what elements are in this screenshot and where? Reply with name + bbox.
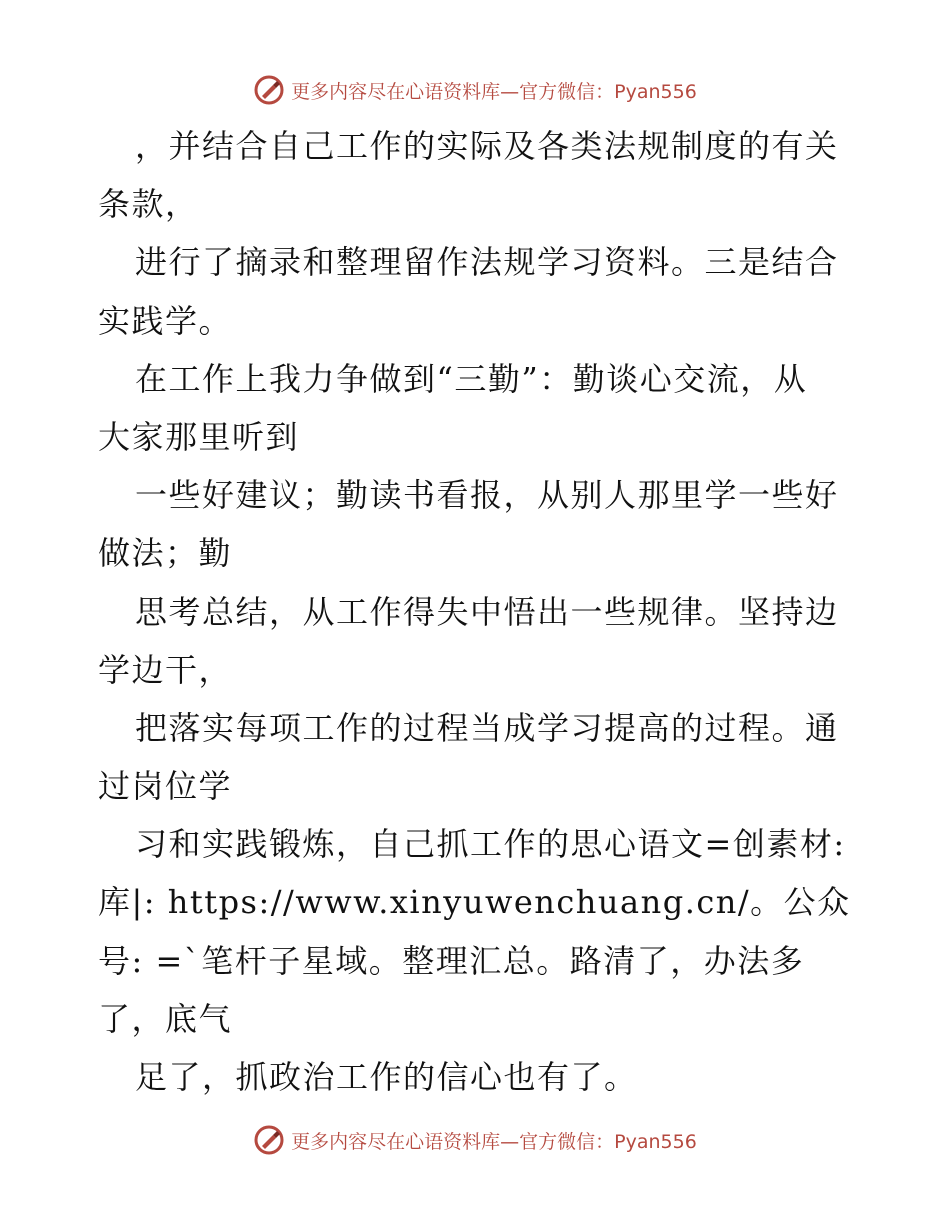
text-line: 号: =`笔杆子星域。整理汇总。路清了，办法多 bbox=[98, 941, 805, 980]
text-line: 了，底气 bbox=[98, 999, 233, 1038]
header-banner bbox=[0, 70, 950, 110]
text-line: 实践学。 bbox=[98, 301, 233, 340]
text-line: 学边干， bbox=[98, 650, 233, 689]
document-body bbox=[98, 117, 858, 1106]
logo-icon bbox=[253, 1124, 285, 1156]
text-line: 过岗位学 bbox=[98, 767, 233, 806]
text-line: 足了，抓政治工作的信心也有了。 bbox=[135, 1058, 638, 1096]
text-line: 把落实每项工作的过程当成学习提高的过程。通 bbox=[135, 708, 839, 747]
text-line: 条款， bbox=[98, 185, 199, 224]
header-banner-text: 更多内容尽在心语资料库—官方微信：Pyan556 bbox=[291, 80, 697, 103]
text-line: 库|: https://www.xinyuwenchuang.cn/。公众 bbox=[98, 883, 851, 922]
footer-banner bbox=[0, 1120, 950, 1160]
text-line: 一些好建议；勤读书看报，从别人那里学一些好 bbox=[135, 476, 839, 515]
text-line: 进行了摘录和整理留作法规学习资料。三是结合 bbox=[135, 243, 839, 282]
text-line: 大家那里听到 bbox=[98, 417, 300, 456]
footer-banner-text: 更多内容尽在心语资料库—官方微信：Pyan556 bbox=[291, 1130, 697, 1153]
text-line: 做法；勤 bbox=[98, 534, 233, 573]
text-line: 思考总结，从工作得失中悟出一些规律。坚持边 bbox=[135, 592, 839, 631]
text-line: 习和实践锻炼，自己抓工作的思心语文=创素材: bbox=[135, 825, 846, 864]
logo-icon bbox=[253, 74, 285, 106]
text-line: ，并结合自己工作的实际及各类法规制度的有关 bbox=[135, 127, 839, 165]
text-line: 在工作上我力争做到“三勤”：勤谈心交流，从 bbox=[135, 359, 808, 398]
